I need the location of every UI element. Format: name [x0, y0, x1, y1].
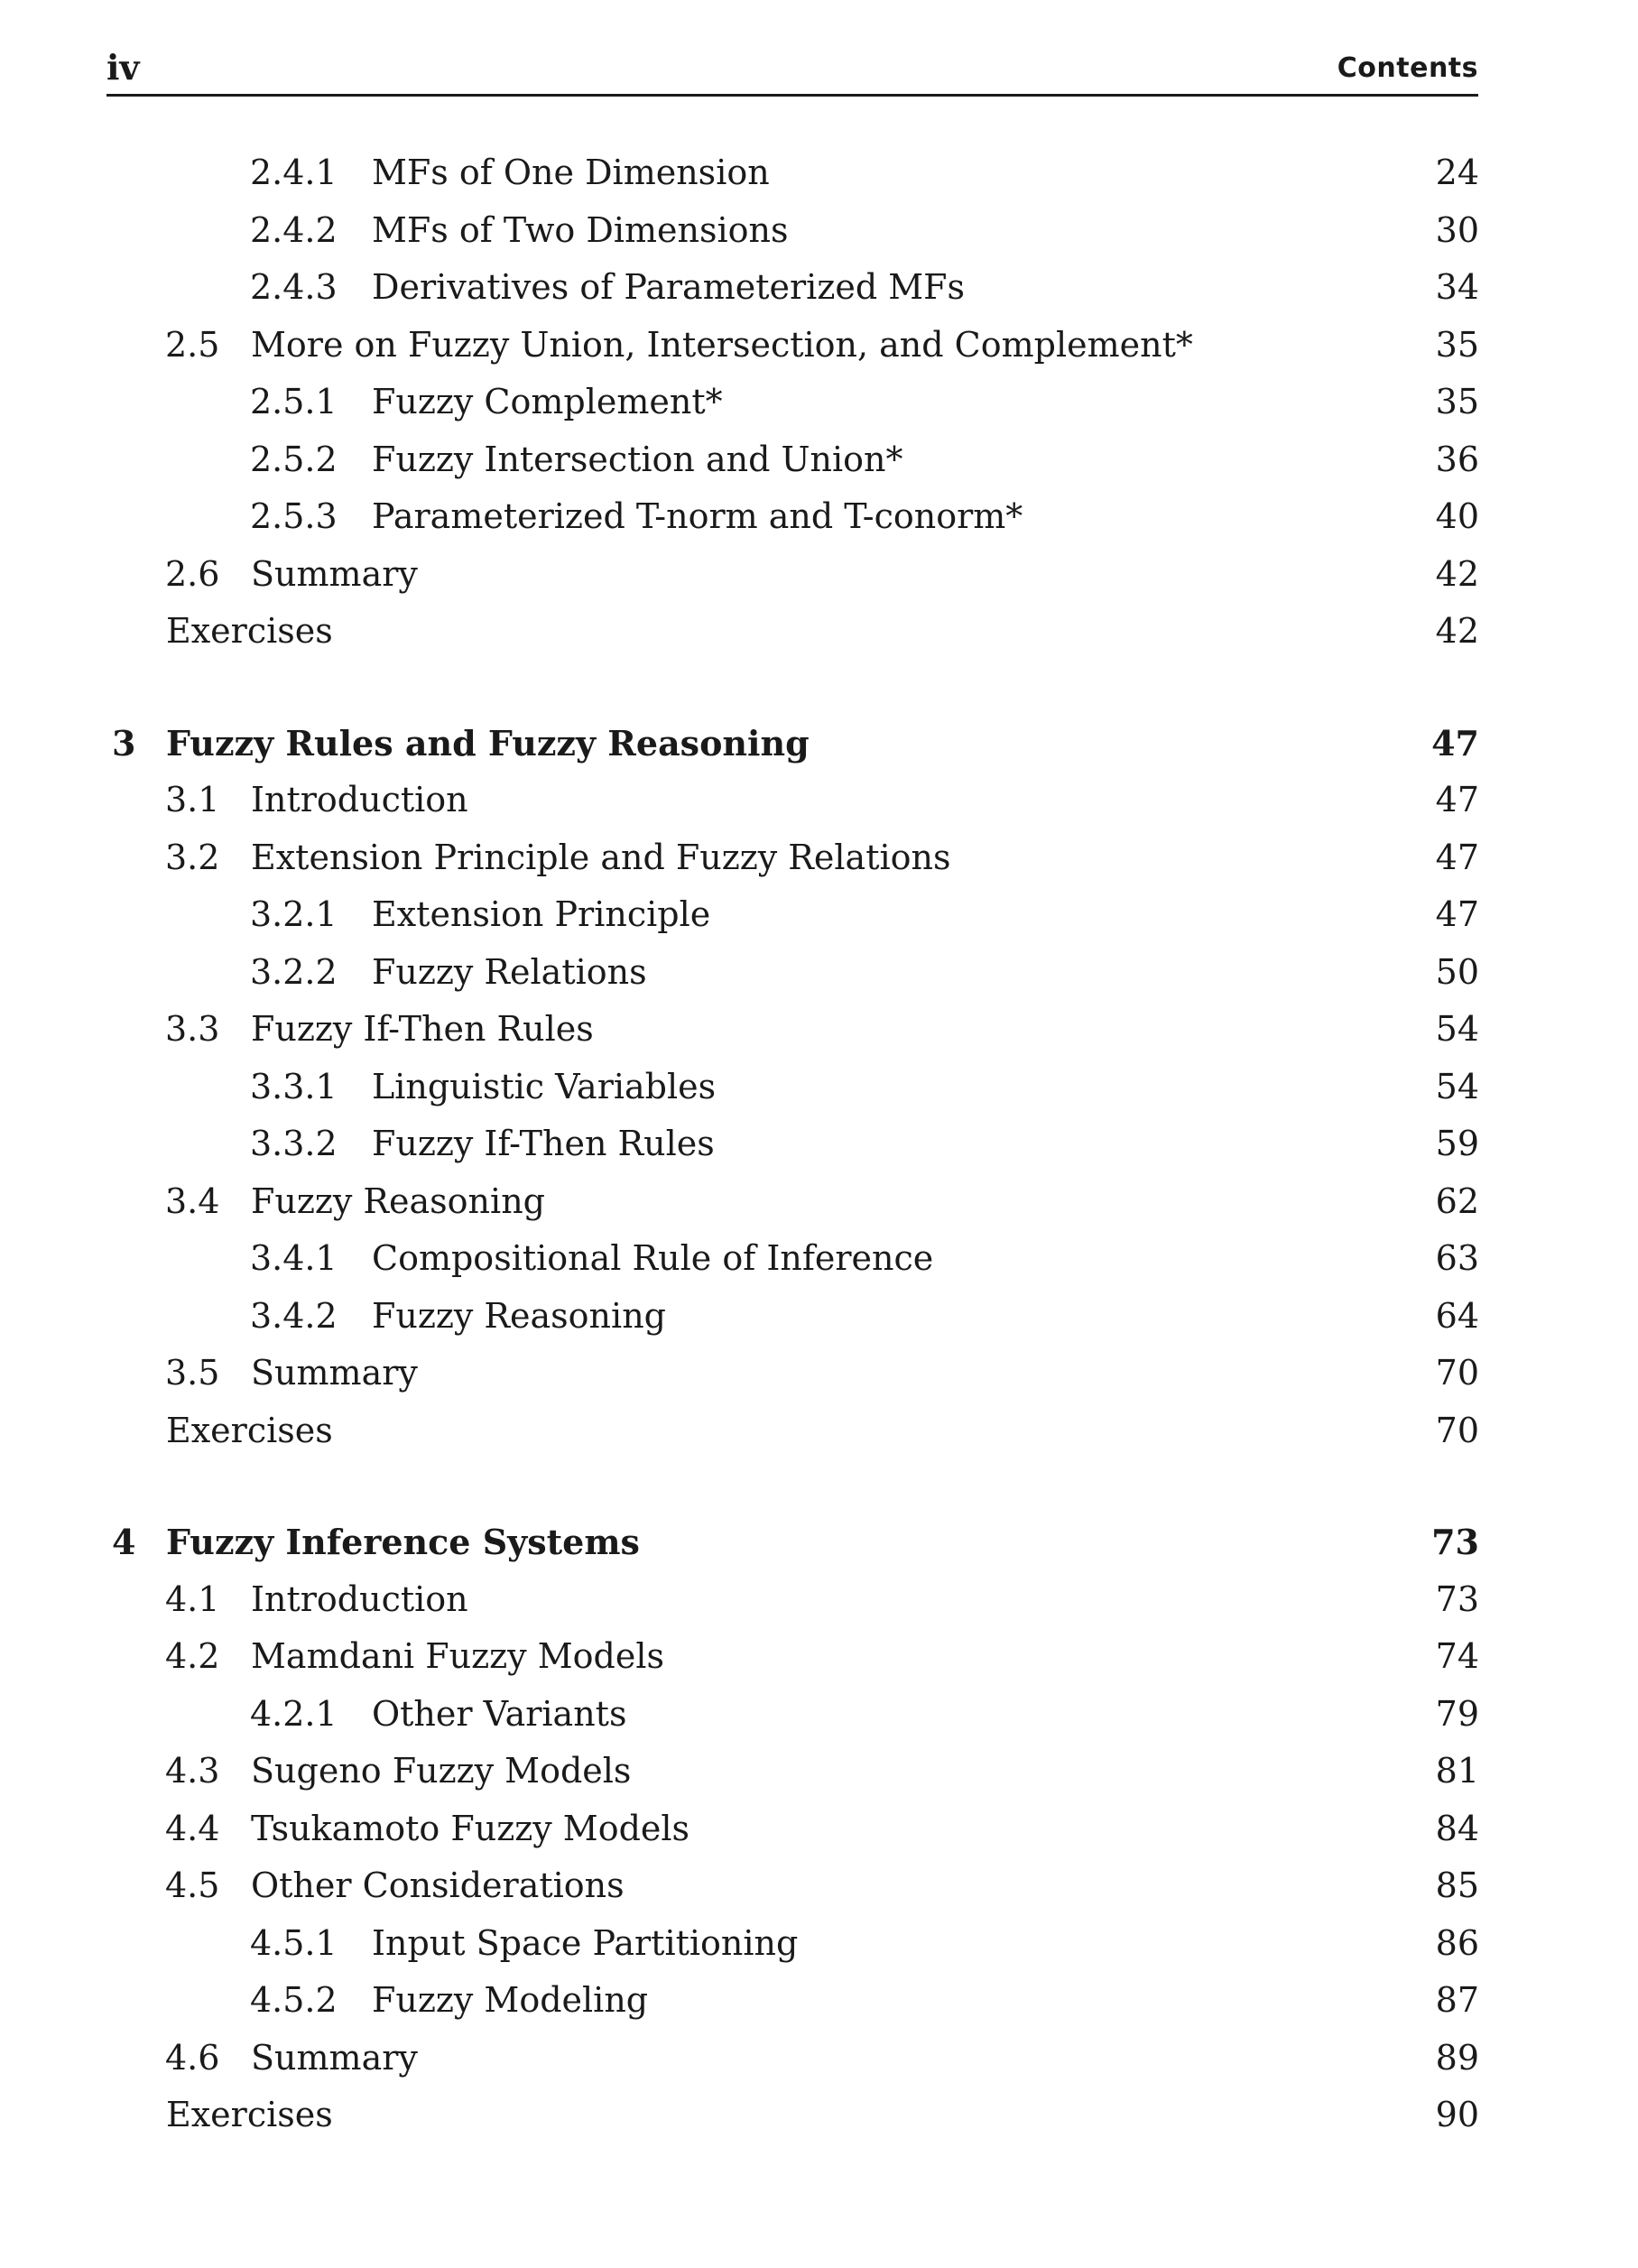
toc-entry-number: 3.5 [165, 1353, 220, 1393]
toc-entry-section [0, 772, 1638, 829]
toc-entry-subsection [0, 1115, 1638, 1173]
toc-entry-subsection [0, 944, 1638, 1002]
toc-entry-number: 3.3.2 [250, 1124, 338, 1163]
toc-entry-number: 2.5.2 [250, 439, 338, 479]
toc-entry-page: 47 [1435, 780, 1479, 819]
toc-entry-title: Sugeno Fuzzy Models [251, 1751, 632, 1791]
toc-entry-page: 50 [1435, 951, 1479, 992]
toc-entry-section [0, 1857, 1638, 1915]
toc-entry-page: 79 [1435, 1693, 1479, 1734]
toc-entry-title: Exercises [166, 611, 333, 651]
toc-entry-page: 59 [1435, 1124, 1479, 1163]
toc-entry-number: 4.5.2 [250, 1980, 338, 2020]
toc-entry-section [0, 546, 1638, 604]
toc-entry-page: 47 [1435, 837, 1479, 877]
toc-entry-title: Other Variants [372, 1693, 627, 1734]
toc-entry-subsection [0, 1686, 1638, 1744]
toc-entry-title: MFs of Two Dimensions [372, 209, 789, 250]
toc-entry-page: 54 [1435, 1066, 1479, 1106]
toc-entry-section [0, 2030, 1638, 2087]
toc-entry-page: 81 [1435, 1751, 1479, 1791]
toc-entry-page: 42 [1435, 553, 1479, 594]
toc-entry-page: 63 [1435, 1238, 1479, 1278]
toc-entry-number: 2.4.3 [250, 267, 338, 307]
toc-entry-page: 35 [1435, 324, 1479, 365]
toc-entry-number: 4.3 [165, 1751, 220, 1791]
toc-entry-subsection [0, 1915, 1638, 1973]
toc-entry-number: 3.3.1 [250, 1066, 338, 1106]
toc-entry-number: 4.6 [165, 2037, 220, 2078]
toc-entry-number: 3.2.2 [250, 951, 338, 992]
toc-entry-title: Fuzzy Modeling [372, 1980, 649, 2020]
toc-entry-page: 62 [1435, 1180, 1479, 1221]
toc-entry-number: 2.6 [165, 553, 220, 594]
toc-entry-title: Extension Principle [372, 894, 711, 934]
toc-entry-subsection [0, 144, 1638, 202]
toc-entry-number: 4.4 [165, 1808, 220, 1848]
toc-entry-number: 2.5 [165, 324, 220, 365]
toc-entry-title: Tsukamoto Fuzzy Models [251, 1808, 690, 1848]
header-rule [106, 94, 1478, 97]
toc-entry-title: Fuzzy Rules and Fuzzy Reasoning [166, 722, 810, 764]
toc-entry-number: 2.5.3 [250, 496, 338, 536]
toc-entry-title: Compositional Rule of Inference [372, 1238, 934, 1278]
toc-entry-number: 2.4.2 [250, 209, 338, 250]
toc-entry-page: 30 [1435, 209, 1479, 250]
toc-entry-section [0, 1571, 1638, 1629]
toc-entry-section [0, 1628, 1638, 1686]
toc-entry-section [0, 1801, 1638, 1858]
toc-entry-page: 35 [1435, 382, 1479, 421]
toc-entry-number: 4.1 [165, 1578, 220, 1619]
toc-entry-title: Linguistic Variables [372, 1066, 717, 1106]
toc-entry-subsection [0, 886, 1638, 944]
toc-entry-section [0, 1173, 1638, 1231]
toc-entry-exercises [0, 1402, 1638, 1460]
toc-entry-title: Summary [251, 1353, 418, 1393]
toc-entry-page: 40 [1435, 496, 1479, 536]
toc-entry-page: 90 [1435, 2095, 1479, 2134]
toc-entry-section [0, 1743, 1638, 1801]
toc-entry-title: Derivatives of Parameterized MFs [372, 267, 966, 307]
toc-entry-exercises [0, 603, 1638, 661]
toc-entry-number: 2.4.1 [250, 153, 338, 192]
toc-entry-title: Fuzzy Complement* [372, 382, 723, 421]
toc-entry-title: More on Fuzzy Union, Intersection, and Complement* [251, 324, 1193, 365]
toc-entry-number: 3.4 [165, 1180, 220, 1221]
toc-entry-subsection [0, 202, 1638, 260]
toc-entry-subsection [0, 374, 1638, 431]
toc-entry-page: 84 [1435, 1808, 1479, 1848]
toc-entry-number: 4 [112, 1522, 136, 1562]
toc-entry-chapter [0, 1514, 1638, 1571]
toc-entry-number: 4.5.1 [250, 1922, 338, 1963]
toc-entry-title: Parameterized T-norm and T-conorm* [372, 496, 1023, 536]
toc-entry-title: MFs of One Dimension [372, 153, 770, 192]
toc-entry-number: 3.1 [165, 780, 220, 819]
toc-entry-title: Fuzzy If-Then Rules [372, 1124, 715, 1163]
toc-entry-page: 86 [1435, 1922, 1479, 1963]
toc-entry-page: 54 [1435, 1009, 1479, 1049]
toc-entry-title: Input Space Partitioning [372, 1922, 799, 1963]
toc-entry-page: 64 [1435, 1295, 1479, 1336]
toc-entry-title: Summary [251, 553, 418, 594]
toc-entry-subsection [0, 1288, 1638, 1346]
toc-entry-title: Mamdani Fuzzy Models [251, 1636, 664, 1676]
toc-entry-page: 47 [1431, 722, 1479, 764]
toc-entry-number: 3.3 [165, 1009, 220, 1049]
toc-entry-title: Summary [251, 2037, 418, 2078]
toc-entry-title: Introduction [251, 1578, 468, 1619]
toc-entry-page: 34 [1435, 267, 1479, 307]
toc-entry-title: Fuzzy If-Then Rules [251, 1009, 594, 1049]
toc-entry-title: Other Considerations [251, 1865, 625, 1905]
toc-entry-page: 70 [1435, 1410, 1479, 1450]
toc-entry-number: 4.5 [165, 1865, 220, 1905]
toc-entry-subsection [0, 1059, 1638, 1116]
toc-entry-subsection [0, 259, 1638, 317]
toc-entry-number: 4.2.1 [250, 1693, 338, 1734]
toc-entry-page: 42 [1435, 611, 1479, 651]
table-of-contents [0, 144, 1638, 2144]
toc-entry-title: Exercises [166, 1410, 333, 1450]
toc-entry-chapter [0, 715, 1638, 773]
toc-entry-title: Exercises [166, 2095, 333, 2134]
toc-entry-title: Fuzzy Inference Systems [166, 1522, 640, 1562]
toc-entry-title: Fuzzy Intersection and Union* [372, 439, 903, 479]
toc-entry-number: 2.5.1 [250, 382, 338, 421]
page-number: iv [106, 47, 140, 88]
toc-entry-number: 3.4.2 [250, 1295, 338, 1336]
toc-entry-subsection [0, 1972, 1638, 2030]
toc-entry-page: 70 [1435, 1353, 1479, 1393]
toc-entry-number: 3.2.1 [250, 894, 338, 934]
toc-entry-number: 3.4.1 [250, 1238, 338, 1278]
toc-entry-subsection [0, 1230, 1638, 1288]
toc-entry-number: 3.2 [165, 837, 220, 877]
toc-entry-title: Fuzzy Reasoning [372, 1295, 666, 1336]
toc-entry-section [0, 829, 1638, 887]
toc-entry-subsection [0, 431, 1638, 489]
toc-entry-number: 4.2 [165, 1636, 220, 1676]
toc-entry-number: 3 [112, 722, 136, 764]
running-head: Contents [1337, 52, 1478, 84]
toc-entry-page: 74 [1435, 1636, 1479, 1676]
toc-entry-title: Fuzzy Reasoning [251, 1180, 545, 1221]
toc-entry-page: 89 [1435, 2037, 1479, 2078]
toc-entry-section [0, 317, 1638, 375]
toc-entry-title: Fuzzy Relations [372, 951, 647, 992]
toc-entry-page: 87 [1435, 1980, 1479, 2020]
toc-entry-page: 85 [1435, 1865, 1479, 1905]
page-header [106, 47, 1478, 97]
toc-entry-section [0, 1001, 1638, 1059]
toc-entry-page: 24 [1435, 153, 1479, 192]
toc-entry-page: 36 [1435, 439, 1479, 479]
toc-entry-page: 73 [1431, 1522, 1479, 1562]
toc-entry-subsection [0, 488, 1638, 546]
toc-entry-title: Introduction [251, 780, 468, 819]
toc-entry-page: 73 [1435, 1578, 1479, 1619]
toc-entry-title: Extension Principle and Fuzzy Relations [251, 837, 951, 877]
toc-entry-exercises [0, 2087, 1638, 2144]
toc-entry-page: 47 [1435, 894, 1479, 934]
toc-entry-section [0, 1345, 1638, 1402]
